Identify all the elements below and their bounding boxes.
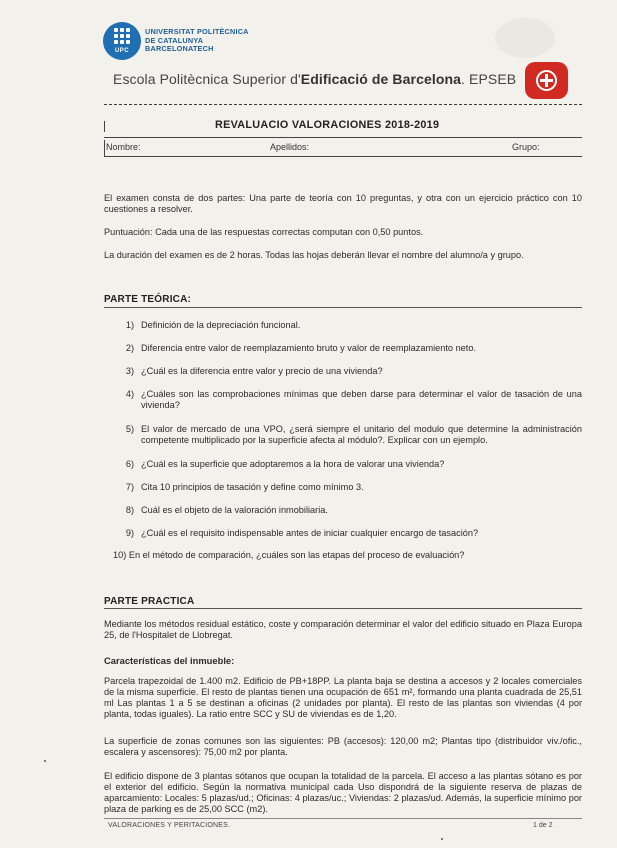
theory-title: PARTE TEÓRICA:	[104, 294, 192, 305]
title-divider	[104, 137, 582, 138]
upc-logo-text: UPC	[114, 48, 130, 54]
characteristics-subtitle: Características del inmueble:	[104, 655, 235, 666]
question-number: 8)	[125, 505, 134, 515]
footer-course: VALORACIONES Y PERITACIONES.	[108, 822, 231, 829]
intro-paragraph-1: El examen consta de dos partes: Una parte de teoría con 10 preguntas, y otra con un ejercicio práctico con 10 cuestiones a resolver.	[104, 193, 582, 214]
question-number: 10)	[113, 550, 127, 560]
footer-rule	[104, 818, 582, 819]
upc-logo	[103, 22, 141, 60]
question-text: ¿Cuál es el requisito indispensable antes de iniciar cualquier encargo de tasación?	[141, 528, 479, 538]
question-number: 4)	[125, 389, 134, 399]
question-text: Cita 10 principios de tasación y define como mínimo 3.	[141, 482, 364, 492]
form-left-mark	[104, 121, 105, 132]
name-field-label: Nombre:	[106, 142, 141, 152]
group-field-label: Grupo:	[512, 142, 540, 152]
practice-paragraph-1: Mediante los métodos residual estático, coste y comparación determinar el valor del edificio situado en Plaza Europa 25, de l'Hospitalet de Llobregat.	[104, 619, 582, 640]
question-number: 9)	[125, 528, 134, 538]
practice-paragraph-2: Parcela trapezoidal de 1.400 m2. Edificio de PB+18PP. La planta baja se destina a accesos y 2 locales comerciales de la misma superficie. El resto de plantas tienen una ocupación de 651 m², formando una planta cuadrada de 25,51 ml Las plantas 1 a 5 se destinan a oficinas (2 unidades por planta). El resto de las plantas son viviendas (4 por planta, todas iguales). La ratio entre SCC y SU de viviendas es de 1,20.	[104, 676, 582, 719]
question-number: 2)	[125, 343, 134, 353]
question-number: 7)	[125, 482, 134, 492]
theory-rule	[104, 307, 582, 308]
scan-speck	[44, 760, 46, 762]
question-text: En el método de comparación, ¿cuáles son las etapas del proceso de evaluación?	[128, 550, 465, 560]
practice-rule	[104, 608, 582, 609]
exam-title: REVALUACIO VALORACIONES 2018-2019	[215, 119, 440, 131]
form-left-border	[104, 140, 105, 156]
question-text: Cuál es el objeto de la valoración inmobiliaria.	[141, 505, 328, 515]
bleed-through-logo	[495, 18, 555, 58]
practice-paragraph-4: El edificio dispone de 3 plantas sótanos que ocupan la totalidad de la parcela. El acceso a las plantas sótano es por el exterior del edificio. Según la normativa municipal cada Uso dispondrá de la siguiente reserva de plazas de aparcamiento: Locales: 5 plazas/ud.; Oficinas: 4 plazas/uc.; Viviendas: 2 plazas/ud. Además, la superficie mínimo por plaza de parking es de 25,00 SCC (m2).	[104, 771, 582, 814]
university-name: UNIVERSITAT POLITÈCNICA DE CATALUNYA BARCELONATECH	[145, 27, 249, 54]
scan-speck	[441, 838, 443, 840]
question-number: 3)	[125, 366, 134, 376]
question-text: El valor de mercado de una VPO, ¿será siempre el unitario del modulo que determine la administración competente multiplicado por la superficie afecta al módulo?. Explicar con un ejemplo.	[141, 424, 582, 445]
intro-paragraph-2: Puntuación: Cada una de las respuestas correctas computan con 0,50 puntos.	[104, 227, 424, 237]
question-text: Diferencia entre valor de reemplazamiento bruto y valor de reemplazamiento neto.	[141, 343, 477, 353]
question-number: 1)	[125, 320, 134, 330]
form-top-border	[104, 104, 582, 105]
question-number: 5)	[125, 424, 134, 434]
question-text: Definición de la depreciación funcional.	[141, 320, 301, 330]
question-text: ¿Cuál es la diferencia entre valor y precio de una vivienda?	[141, 366, 383, 376]
intro-paragraph-3: La duración del examen es de 2 horas. Todas las hojas deberán llevar el nombre del alumno/a y grupo.	[104, 250, 524, 260]
question-10	[113, 550, 464, 560]
practice-paragraph-3: La superficie de zonas comunes son las siguientes: PB (accesos): 120,00 m2; Plantas tipo (distribuidor viv./ofic., escalera y ascensores): 75,00 m2 por planta.	[104, 736, 582, 757]
surname-field-label: Apellidos:	[270, 142, 310, 152]
school-name: Escola Politècnica Superior d'Edificació de Barcelona. EPSEB	[113, 71, 517, 87]
form-bottom-border	[104, 156, 582, 157]
question-text: ¿Cuál es la superficie que adoptaremos a la hora de valorar una vivienda?	[141, 459, 445, 469]
footer-page-number: 1 de 2	[533, 822, 553, 829]
practice-title: PARTE PRACTICA	[104, 596, 195, 607]
question-number: 6)	[125, 459, 134, 469]
question-text: ¿Cuáles son las comprobaciones mínimas que deben darse para determinar el valor de tasación de una vivienda?	[141, 389, 582, 410]
epseb-logo	[525, 62, 568, 99]
